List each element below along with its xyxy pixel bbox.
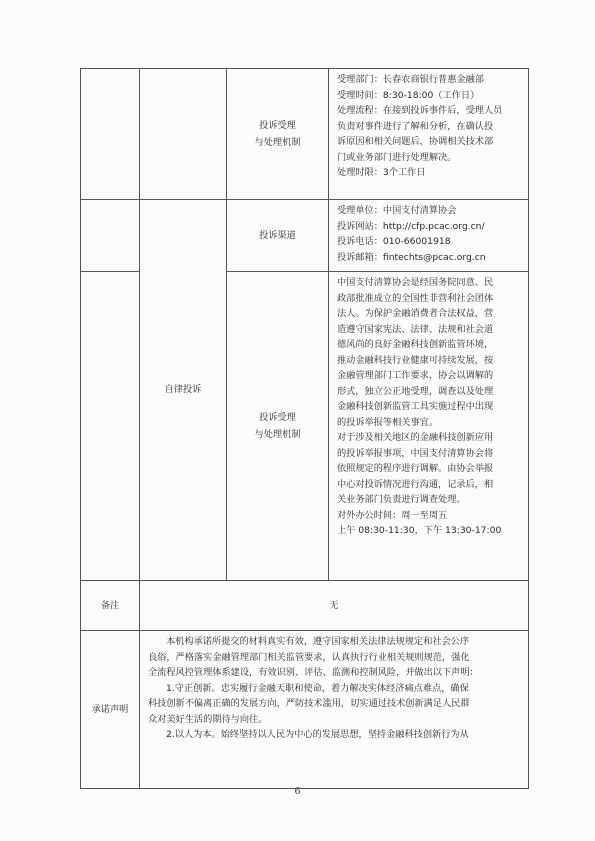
declaration-label: 承诺声明 xyxy=(81,631,140,789)
complaint-channel-content: 受理单位：中国支付清算协会 投诉网站：http://cfp.pcac.org.cn/ 投诉电话：010-66001918 投诉邮箱：fintechts@pcac.org.cn xyxy=(329,200,529,272)
row-bank-complaint-handling xyxy=(81,69,529,200)
complaint-handling-content: 受理部门：长春农商银行普惠金融部 受理时间：8:30-18:00（工作日） 处理流程：在接到投诉事件后，受理人员 负责对事件进行了解和分析，在确认投 诉原因和相关问题后，协调相关技术部 门或业务部门进行处理解决。 处理时限：3个工作日 xyxy=(329,69,529,200)
page-number: 6 xyxy=(294,786,301,797)
self-handling-content: 中国支付清算协会是经国务院同意、民 政部批准成立的全国性非营利社会团体 法人。为保护金融消费者合法权益，营 造遵守国家宪法、法律、法规和社会道 德风尚的良好金融科技创新监管环境， 推动金融科技行业健康可持续发展，按 金融管理部门工作要求，协会以调解的 形式，独立公正地受理，调查以及处理 金融科技创新监管工具实施过程中出现 的投诉举报等相关事宜。 对于涉及相关地区的金融科技创新应用 的投诉举报事项，中国支付清算协会将 依照规定的程序进行调解。由协会举报 中心对投诉情况进行沟通，记录后，相 关业务部门负责进行调查处理。 对外办公时间：周一至周五 上午 08:30-11:30，下午 13:30-17:00 xyxy=(329,272,529,581)
empty-cell-left xyxy=(81,272,140,581)
self-handling-label: 投诉受理 与处理机制 xyxy=(227,272,329,581)
application-table xyxy=(80,68,529,789)
row-declaration xyxy=(81,631,529,789)
declaration-content: 本机构承诺所提交的材料真实有效，遵守国家相关法律法规规定和社会公序 良俗，严格落实金融管理部门相关监管要求，认真执行行业相关规则规范，强化 全流程风控管理体系建设，有效识别、评估、监测和控制风险，并做出以下声明： 1.守正创新。忠实履行金融天职和使命，着力解决实体经济痛点难点，确保 科技创新不偏离正确的发展方向，严防技术滥用，切实通过技术创新满足人民群 众对美好生活的期待与向往。 2.以人为本。始终坚持以人民为中心的发展思想，坚持金融科技创新行为从 xyxy=(140,631,529,789)
complaint-handling-label: 投诉受理 与处理机制 xyxy=(227,69,329,200)
row-remarks xyxy=(81,581,529,631)
remarks-label: 备注 xyxy=(81,581,140,631)
row-self-regulation-channels xyxy=(81,200,529,272)
empty-cell-left xyxy=(81,200,140,272)
remarks-value: 无 xyxy=(140,581,529,631)
complaint-channel-label: 投诉渠道 xyxy=(227,200,329,272)
empty-cell-category xyxy=(140,69,227,200)
empty-cell-left xyxy=(81,69,140,200)
self-regulation-label: 自律投诉 xyxy=(140,200,227,581)
